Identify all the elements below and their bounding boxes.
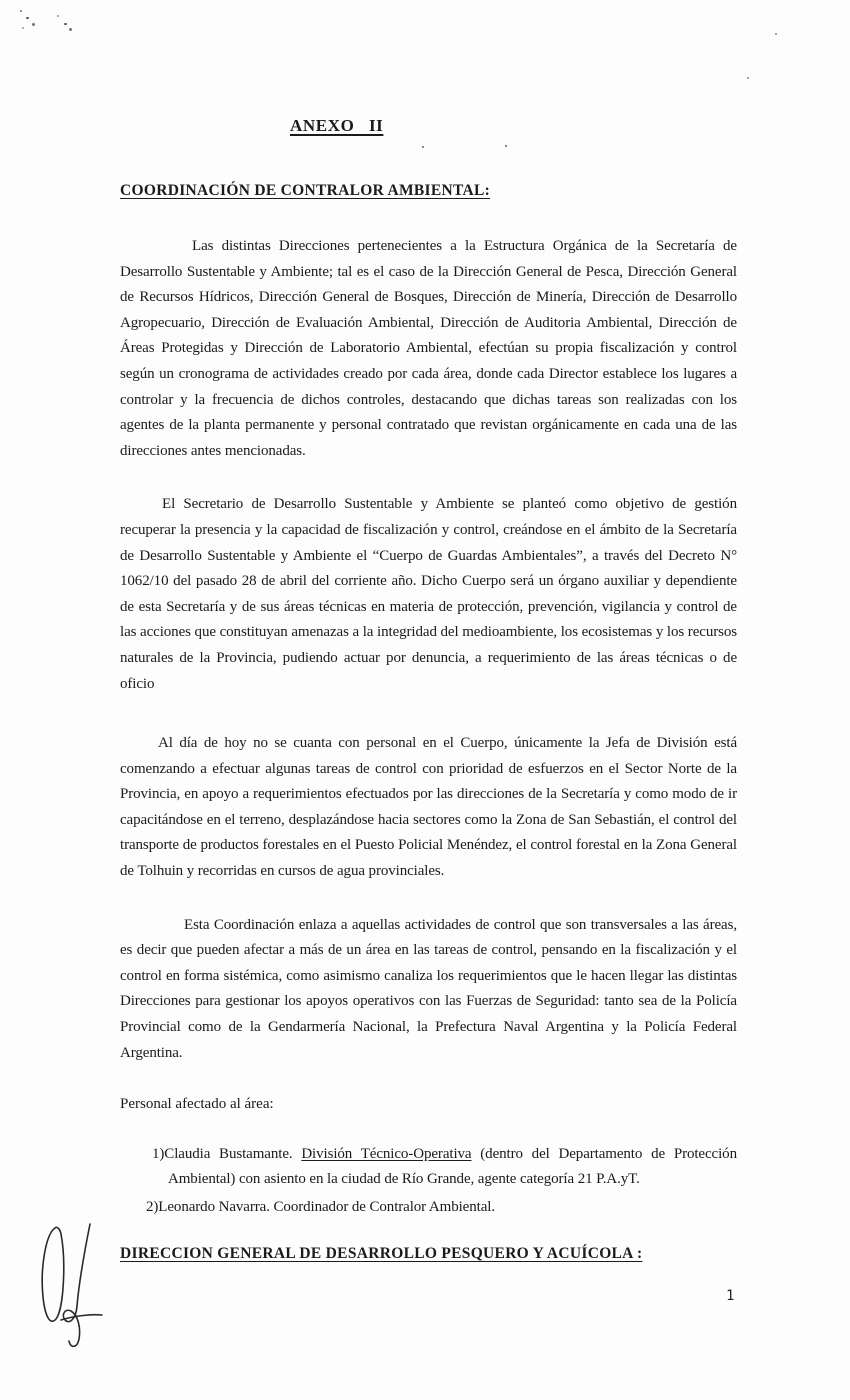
scan-speck bbox=[64, 23, 67, 25]
paragraph-secretario: El Secretario de Desarrollo Sustentable y Ambiente se planteó como objetivo de gestión recuperar la presencia y la capacidad de fiscalización y control, creándose en el ámbito de la Secretaría de Desarrollo Sustentable y Ambiente el “Cuerpo de Guardas Ambientales”, a través del Decreto N° 1062/10 del pasado 28 de abril del corriente año. Dicho Cuerpo será un órgano auxiliar y dependiente de esta Secretaría y de sus áreas técnicas en materia de protección, prevención, vigilancia y control de las acciones que constituyan amenazas a la integridad del medioambiente, los ecosistemas y los recursos naturales de la Provincia, pudiendo actuar por denuncia, a requerimiento de las áreas técnicas o de oficio bbox=[120, 496, 737, 692]
paragraph-direcciones: Las distintas Direcciones pertenecientes a la Estructura Orgánica de la Secretaría de Desarrollo Sustentable y Ambiente; tal es el caso de la Dirección General de Pesca, Dirección General de Recursos Hídricos, Dirección General de Bosques, Dirección de Minería, Dirección de Desarrollo Agropecuario, Dirección de Evaluación Ambiental, Dirección de Auditoria Ambiental, Dirección de Áreas Protegidas y Dirección de Laboratorio Ambiental, efectúan su propia fiscalización y control según un cronograma de actividades creado por cada área, donde cada Director establece los lugares a controlar y la frecuencia de dichos controles, destacando que dichas tareas son realizadas con los agentes de la planta permanente y personal contratado que revistan orgánicamente en cada una de las direcciones antes mencionadas. bbox=[120, 238, 737, 459]
personnel-item-text: Leonardo Navarra. Coordinador de Contralor Ambiental. bbox=[158, 1199, 495, 1215]
personnel-list bbox=[120, 1142, 737, 1221]
scan-speck bbox=[747, 77, 749, 79]
paragraph-cuerpo-personal: Al día de hoy no se cuanta con personal en el Cuerpo, únicamente la Jefa de División está comenzando a efectuar algunas tareas de control con prioridad de esfuerzos en el Sector Norte de la Provincia, en apoyo a requerimientos efectuados por las direcciones de la Secretaría y como modo de ir capacitándose en el terreno, desplazándose hacia sectores como la Zona de San Sebastián, el control del transporte de productos forestales en el Puesto Policial Menéndez, el control forestal en la Zona General de Tolhuin y recorridas en cursos de agua provinciales. bbox=[120, 735, 737, 880]
scan-speck bbox=[26, 17, 29, 19]
scan-speck bbox=[22, 27, 24, 29]
personnel-item-name: Claudia Bustamante. bbox=[164, 1145, 302, 1162]
section-heading-pesquero: DIRECCION GENERAL DE DESARROLLO PESQUERO Y ACUÍCOLA : bbox=[120, 1244, 643, 1262]
scan-speck bbox=[32, 23, 35, 26]
personnel-item-2 bbox=[120, 1195, 737, 1221]
scan-speck bbox=[57, 15, 59, 17]
personnel-item-number: 2) bbox=[146, 1199, 159, 1215]
personnel-item-number: 1) bbox=[152, 1145, 165, 1162]
scan-speck bbox=[69, 28, 72, 31]
page-number: 1 bbox=[726, 1288, 735, 1304]
scan-speck bbox=[20, 10, 22, 12]
page-title: ANEXO II bbox=[290, 116, 384, 135]
paragraph-coordinacion-enlaza: Esta Coordinación enlaza a aquellas actividades de control que son transversales a las áreas, es decir que pueden afectar a más de un área en las tareas de control, pensando en la fiscalización y el control en forma sistémica, como asimismo canaliza los requerimientos que le hacen llegar las distintas Direcciones para gestionar los apoyos operativos con las Fuerzas de Seguridad: tanto sea de la Policía Provincial como de la Gendarmería Nacional, la Prefectura Naval Argentina y la Policía Federal Argentina. bbox=[120, 916, 737, 1061]
personnel-item-detail: (dentro del Departamento de Protección Ambiental) con asiento en la ciudad de Río Grande, agente categoría 21 P.A.yT. bbox=[168, 1145, 737, 1188]
personnel-label: Personal afectado al área: bbox=[120, 1096, 274, 1113]
scan-speck bbox=[775, 33, 777, 35]
personnel-item-division: División Técnico-Operativa bbox=[301, 1145, 472, 1162]
section-heading-coordinacion: COORDINACIÓN DE CONTRALOR AMBIENTAL: bbox=[120, 182, 491, 199]
signature-mark bbox=[16, 1222, 108, 1367]
document-content bbox=[120, 0, 737, 1263]
personnel-item-1 bbox=[120, 1142, 737, 1193]
